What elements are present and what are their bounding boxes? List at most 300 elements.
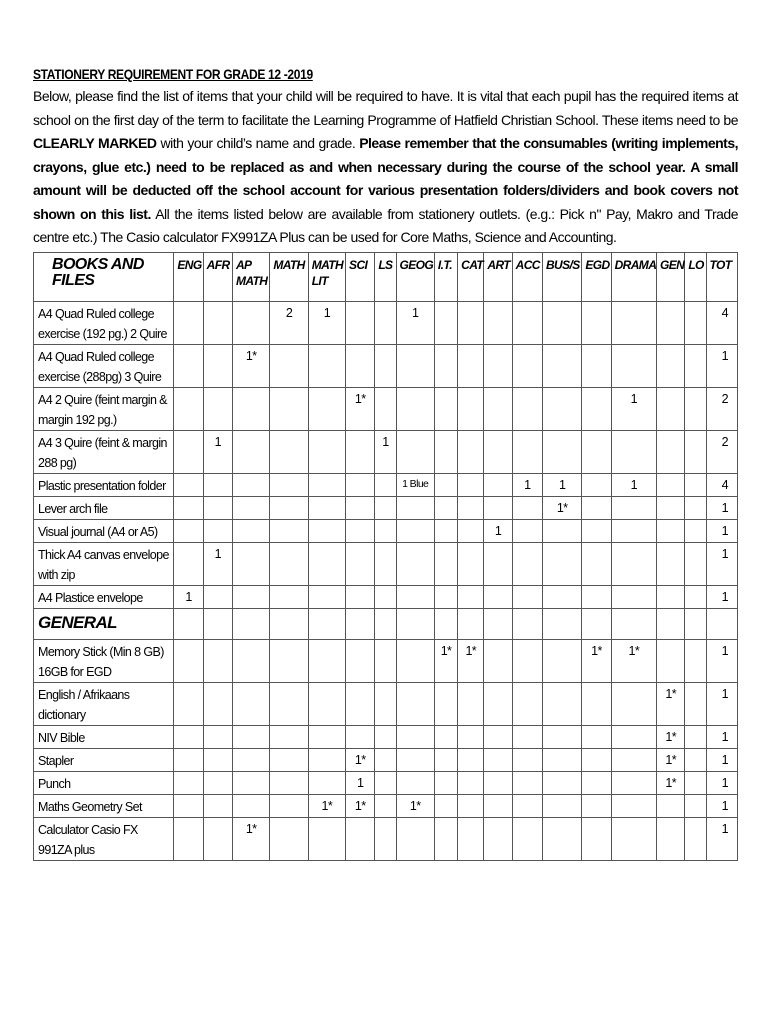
quantity-cell (174, 726, 203, 749)
column-header: SCI (346, 253, 375, 302)
quantity-cell (582, 345, 611, 388)
quantity-cell (375, 683, 396, 726)
quantity-cell: 1* (657, 726, 685, 749)
column-header: GEN (657, 253, 685, 302)
table-row (34, 520, 738, 543)
quantity-cell (396, 640, 434, 683)
document-title: STATIONERY REQUIREMENT FOR GRADE 12 -2019 (33, 66, 313, 82)
quantity-cell (512, 640, 542, 683)
empty-cell (375, 609, 396, 640)
quantity-cell (434, 726, 457, 749)
table-row (34, 818, 738, 861)
quantity-cell (396, 497, 434, 520)
quantity-cell (484, 818, 512, 861)
quantity-cell (232, 520, 269, 543)
quantity-cell (375, 586, 396, 609)
quantity-cell: 1 (308, 302, 345, 345)
quantity-cell (174, 474, 203, 497)
quantity-cell (396, 520, 434, 543)
column-header: MATH LIT (308, 253, 345, 302)
quantity-cell (458, 497, 484, 520)
empty-cell (512, 609, 542, 640)
empty-cell (582, 609, 611, 640)
item-name-cell: A4 Quad Ruled college exercise (288pg) 3 Quire (34, 345, 174, 388)
intro-text-2: with your child’s name and grade. (156, 135, 360, 151)
quantity-cell (434, 431, 457, 474)
table-row (34, 683, 738, 726)
quantity-cell (434, 388, 457, 431)
quantity-cell (512, 388, 542, 431)
quantity-cell (232, 772, 269, 795)
item-name-cell: Visual journal (A4 or A5) (34, 520, 174, 543)
table-row (34, 640, 738, 683)
empty-cell (657, 609, 685, 640)
quantity-cell (685, 726, 706, 749)
quantity-cell (512, 726, 542, 749)
quantity-cell (174, 749, 203, 772)
total-cell: 1 (706, 749, 737, 772)
quantity-cell (346, 818, 375, 861)
quantity-cell (434, 543, 457, 586)
quantity-cell: 1* (657, 683, 685, 726)
empty-cell (484, 609, 512, 640)
quantity-cell (512, 795, 542, 818)
empty-cell (203, 609, 232, 640)
quantity-cell (434, 474, 457, 497)
quantity-cell: 1* (657, 749, 685, 772)
quantity-cell (611, 795, 656, 818)
quantity-cell (203, 345, 232, 388)
quantity-cell (232, 640, 269, 683)
table-row (34, 302, 738, 345)
total-cell: 4 (706, 302, 737, 345)
quantity-cell (232, 726, 269, 749)
quantity-cell (346, 726, 375, 749)
quantity-cell (434, 795, 457, 818)
empty-cell (611, 609, 656, 640)
quantity-cell (232, 431, 269, 474)
quantity-cell (685, 772, 706, 795)
quantity-cell: 1 (512, 474, 542, 497)
quantity-cell (582, 586, 611, 609)
empty-cell (685, 609, 706, 640)
quantity-cell (174, 520, 203, 543)
quantity-cell (174, 543, 203, 586)
quantity-cell (685, 431, 706, 474)
quantity-cell (542, 345, 581, 388)
quantity-cell (308, 431, 345, 474)
quantity-cell (542, 818, 581, 861)
item-name-cell: Stapler (34, 749, 174, 772)
quantity-cell (346, 543, 375, 586)
total-cell: 2 (706, 431, 737, 474)
quantity-cell (542, 640, 581, 683)
quantity-cell (375, 749, 396, 772)
item-name-cell: Thick A4 canvas envelope with zip (34, 543, 174, 586)
quantity-cell (685, 683, 706, 726)
quantity-cell: 1 (174, 586, 203, 609)
item-name-cell: A4 3 Quire (feint & margin 288 pg) (34, 431, 174, 474)
quantity-cell (458, 431, 484, 474)
quantity-cell (434, 749, 457, 772)
quantity-cell (203, 497, 232, 520)
quantity-cell (434, 302, 457, 345)
quantity-cell (611, 543, 656, 586)
quantity-cell (232, 749, 269, 772)
quantity-cell (512, 818, 542, 861)
quantity-cell (582, 726, 611, 749)
quantity-cell (308, 388, 345, 431)
quantity-cell (232, 795, 269, 818)
quantity-cell (582, 474, 611, 497)
total-cell: 1 (706, 520, 737, 543)
quantity-cell (484, 726, 512, 749)
total-cell: 2 (706, 388, 737, 431)
quantity-cell (396, 772, 434, 795)
item-name-cell: Calculator Casio FX 991ZA plus (34, 818, 174, 861)
column-header: AFR (203, 253, 232, 302)
quantity-cell (308, 683, 345, 726)
quantity-cell (375, 640, 396, 683)
quantity-cell (270, 795, 308, 818)
empty-cell (174, 609, 203, 640)
column-header: BUS/S (542, 253, 581, 302)
quantity-cell (434, 772, 457, 795)
quantity-cell (434, 818, 457, 861)
quantity-cell (582, 683, 611, 726)
quantity-cell (582, 772, 611, 795)
quantity-cell (174, 795, 203, 818)
table-body (34, 302, 738, 861)
table-row (34, 497, 738, 520)
quantity-cell (611, 345, 656, 388)
quantity-cell (375, 388, 396, 431)
quantity-cell (375, 818, 396, 861)
column-header: I.T. (434, 253, 457, 302)
quantity-cell: 1* (434, 640, 457, 683)
column-header: DRAMA (611, 253, 656, 302)
quantity-cell (484, 302, 512, 345)
quantity-cell (685, 749, 706, 772)
column-header: CAT (458, 253, 484, 302)
quantity-cell (346, 586, 375, 609)
quantity-cell (685, 474, 706, 497)
quantity-cell (396, 683, 434, 726)
column-header: ACC (512, 253, 542, 302)
table-row (34, 388, 738, 431)
quantity-cell (375, 543, 396, 586)
quantity-cell (685, 795, 706, 818)
quantity-cell (611, 497, 656, 520)
quantity-cell (203, 640, 232, 683)
quantity-cell (346, 683, 375, 726)
quantity-cell: 1* (346, 795, 375, 818)
quantity-cell (484, 772, 512, 795)
quantity-cell (484, 749, 512, 772)
quantity-cell (270, 683, 308, 726)
intro-bold-2: Please remember that the consumables (writing implements, crayons, glue etc.) need to be replaced as and when necessary during the course of the school year. A small amount will be deducted off the school account for various presentation folders/dividers and book covers not shown on this list. (33, 135, 738, 222)
quantity-cell (582, 795, 611, 818)
quantity-cell (458, 795, 484, 818)
quantity-cell (270, 749, 308, 772)
quantity-cell (657, 431, 685, 474)
quantity-cell (203, 726, 232, 749)
quantity-cell (458, 726, 484, 749)
quantity-cell (203, 586, 232, 609)
item-name-cell: A4 2 Quire (feint margin & margin 192 pg.) (34, 388, 174, 431)
quantity-cell (542, 683, 581, 726)
quantity-cell (458, 749, 484, 772)
quantity-cell (396, 431, 434, 474)
quantity-cell (512, 431, 542, 474)
quantity-cell (484, 431, 512, 474)
quantity-cell (270, 388, 308, 431)
quantity-cell (203, 302, 232, 345)
quantity-cell (458, 388, 484, 431)
quantity-cell (270, 431, 308, 474)
column-header: EGD (582, 253, 611, 302)
quantity-cell (308, 586, 345, 609)
intro-paragraph (33, 85, 738, 250)
total-cell: 1 (706, 640, 737, 683)
quantity-cell (611, 818, 656, 861)
empty-cell (232, 609, 269, 640)
item-name-cell: Plastic presentation folder (34, 474, 174, 497)
quantity-cell (346, 497, 375, 520)
quantity-cell (582, 818, 611, 861)
quantity-cell (270, 543, 308, 586)
table-row (34, 772, 738, 795)
quantity-cell (484, 586, 512, 609)
quantity-cell (611, 683, 656, 726)
quantity-cell (270, 818, 308, 861)
quantity-cell (203, 683, 232, 726)
table-header-row (34, 253, 738, 302)
quantity-cell (174, 497, 203, 520)
empty-cell (706, 609, 737, 640)
quantity-cell: 1 (346, 772, 375, 795)
quantity-cell (434, 520, 457, 543)
quantity-cell: 1* (232, 345, 269, 388)
quantity-cell (270, 497, 308, 520)
quantity-cell: 1 (611, 474, 656, 497)
intro-text-1: Below, please find the list of items that your child will be required to have. It is vital that each pupil has the required items at school on the first day of the term to facilitate the Learning Programme of Hatfield Christian School. These items need to be (33, 88, 738, 128)
table-row (34, 586, 738, 609)
total-cell: 1 (706, 345, 737, 388)
intro-text-3: All the items listed below are available from stationery outlets. (e.g.: Pick n" Pay, Makro and Trade centre etc.) The Casio calculator FX991ZA Plus can be used for Core Maths, Science and Accounting. (33, 205, 738, 245)
quantity-cell: 1 (203, 431, 232, 474)
quantity-cell: 1* (346, 749, 375, 772)
quantity-cell (542, 749, 581, 772)
total-cell: 4 (706, 474, 737, 497)
quantity-cell (685, 640, 706, 683)
quantity-cell (685, 818, 706, 861)
quantity-cell (512, 749, 542, 772)
quantity-cell (232, 474, 269, 497)
quantity-cell (484, 640, 512, 683)
quantity-cell (542, 586, 581, 609)
quantity-cell: 1* (657, 772, 685, 795)
section-heading-general: GENERAL (34, 609, 174, 640)
quantity-cell (434, 683, 457, 726)
quantity-cell (396, 586, 434, 609)
total-cell: 1 (706, 818, 737, 861)
quantity-cell (458, 474, 484, 497)
quantity-cell (611, 520, 656, 543)
item-name-cell: Punch (34, 772, 174, 795)
empty-cell (308, 609, 345, 640)
quantity-cell (542, 302, 581, 345)
total-cell: 1 (706, 543, 737, 586)
quantity-cell (611, 726, 656, 749)
quantity-cell (375, 345, 396, 388)
quantity-cell (582, 497, 611, 520)
total-cell: 1 (706, 683, 737, 726)
quantity-cell (657, 388, 685, 431)
quantity-cell (203, 795, 232, 818)
quantity-cell (657, 474, 685, 497)
table-row (34, 749, 738, 772)
quantity-cell (512, 772, 542, 795)
empty-cell (396, 609, 434, 640)
item-name-cell: A4 Plastice envelope (34, 586, 174, 609)
quantity-cell (308, 640, 345, 683)
quantity-cell (375, 795, 396, 818)
quantity-cell: 1 (611, 388, 656, 431)
quantity-cell (270, 586, 308, 609)
empty-cell (346, 609, 375, 640)
quantity-cell (396, 749, 434, 772)
quantity-cell (657, 586, 685, 609)
quantity-cell (582, 749, 611, 772)
quantity-cell (270, 772, 308, 795)
quantity-cell (611, 749, 656, 772)
quantity-cell (657, 302, 685, 345)
quantity-cell (396, 543, 434, 586)
table-row (34, 431, 738, 474)
quantity-cell (657, 520, 685, 543)
quantity-cell (611, 431, 656, 474)
quantity-cell (434, 497, 457, 520)
quantity-cell (396, 345, 434, 388)
quantity-cell (232, 683, 269, 726)
quantity-cell (512, 543, 542, 586)
quantity-cell (458, 683, 484, 726)
quantity-cell (346, 640, 375, 683)
quantity-cell (542, 388, 581, 431)
total-cell: 1 (706, 497, 737, 520)
quantity-cell: 2 (270, 302, 308, 345)
quantity-cell (542, 795, 581, 818)
quantity-cell (270, 345, 308, 388)
quantity-cell (308, 749, 345, 772)
quantity-cell (203, 388, 232, 431)
quantity-cell (582, 388, 611, 431)
quantity-cell (542, 520, 581, 543)
total-cell: 1 (706, 795, 737, 818)
quantity-cell (582, 302, 611, 345)
quantity-cell: 1* (582, 640, 611, 683)
quantity-cell (232, 302, 269, 345)
quantity-cell (484, 474, 512, 497)
quantity-cell (458, 345, 484, 388)
column-header: MATH (270, 253, 308, 302)
quantity-cell: 1* (346, 388, 375, 431)
empty-cell (458, 609, 484, 640)
quantity-cell (375, 726, 396, 749)
quantity-cell (484, 497, 512, 520)
quantity-cell (484, 388, 512, 431)
column-header-books-and-files: BOOKS AND FILES (34, 253, 174, 302)
quantity-cell (484, 345, 512, 388)
quantity-cell (308, 772, 345, 795)
quantity-cell: 1 (542, 474, 581, 497)
item-name-cell: A4 Quad Ruled college exercise (192 pg.) 2 Quire (34, 302, 174, 345)
quantity-cell (542, 431, 581, 474)
quantity-cell: 1* (458, 640, 484, 683)
quantity-cell (685, 388, 706, 431)
table-row (34, 795, 738, 818)
quantity-cell (611, 302, 656, 345)
quantity-cell (512, 683, 542, 726)
quantity-cell (308, 726, 345, 749)
quantity-cell (270, 640, 308, 683)
quantity-cell (582, 520, 611, 543)
quantity-cell (375, 474, 396, 497)
quantity-cell (542, 543, 581, 586)
quantity-cell (232, 543, 269, 586)
document-header (33, 66, 738, 250)
table-row (34, 345, 738, 388)
quantity-cell: 1 Blue (396, 474, 434, 497)
quantity-cell (657, 543, 685, 586)
quantity-cell (542, 772, 581, 795)
quantity-cell (396, 726, 434, 749)
column-header: TOT (706, 253, 737, 302)
quantity-cell (174, 345, 203, 388)
quantity-cell (685, 345, 706, 388)
quantity-cell: 1* (396, 795, 434, 818)
item-name-cell: Maths Geometry Set (34, 795, 174, 818)
column-header: ART (484, 253, 512, 302)
quantity-cell (512, 586, 542, 609)
quantity-cell (458, 818, 484, 861)
quantity-cell (582, 543, 611, 586)
quantity-cell (203, 772, 232, 795)
quantity-cell (270, 520, 308, 543)
quantity-cell (434, 345, 457, 388)
quantity-cell (458, 543, 484, 586)
total-cell: 1 (706, 772, 737, 795)
quantity-cell (308, 497, 345, 520)
item-name-cell: Lever arch file (34, 497, 174, 520)
quantity-cell (611, 772, 656, 795)
quantity-cell (308, 543, 345, 586)
quantity-cell (174, 302, 203, 345)
quantity-cell (512, 302, 542, 345)
quantity-cell (458, 586, 484, 609)
total-cell: 1 (706, 726, 737, 749)
quantity-cell (512, 497, 542, 520)
quantity-cell: 1 (375, 431, 396, 474)
quantity-cell (512, 520, 542, 543)
quantity-cell (484, 543, 512, 586)
empty-cell (434, 609, 457, 640)
quantity-cell (685, 302, 706, 345)
quantity-cell (375, 520, 396, 543)
quantity-cell (346, 431, 375, 474)
table-row (34, 726, 738, 749)
